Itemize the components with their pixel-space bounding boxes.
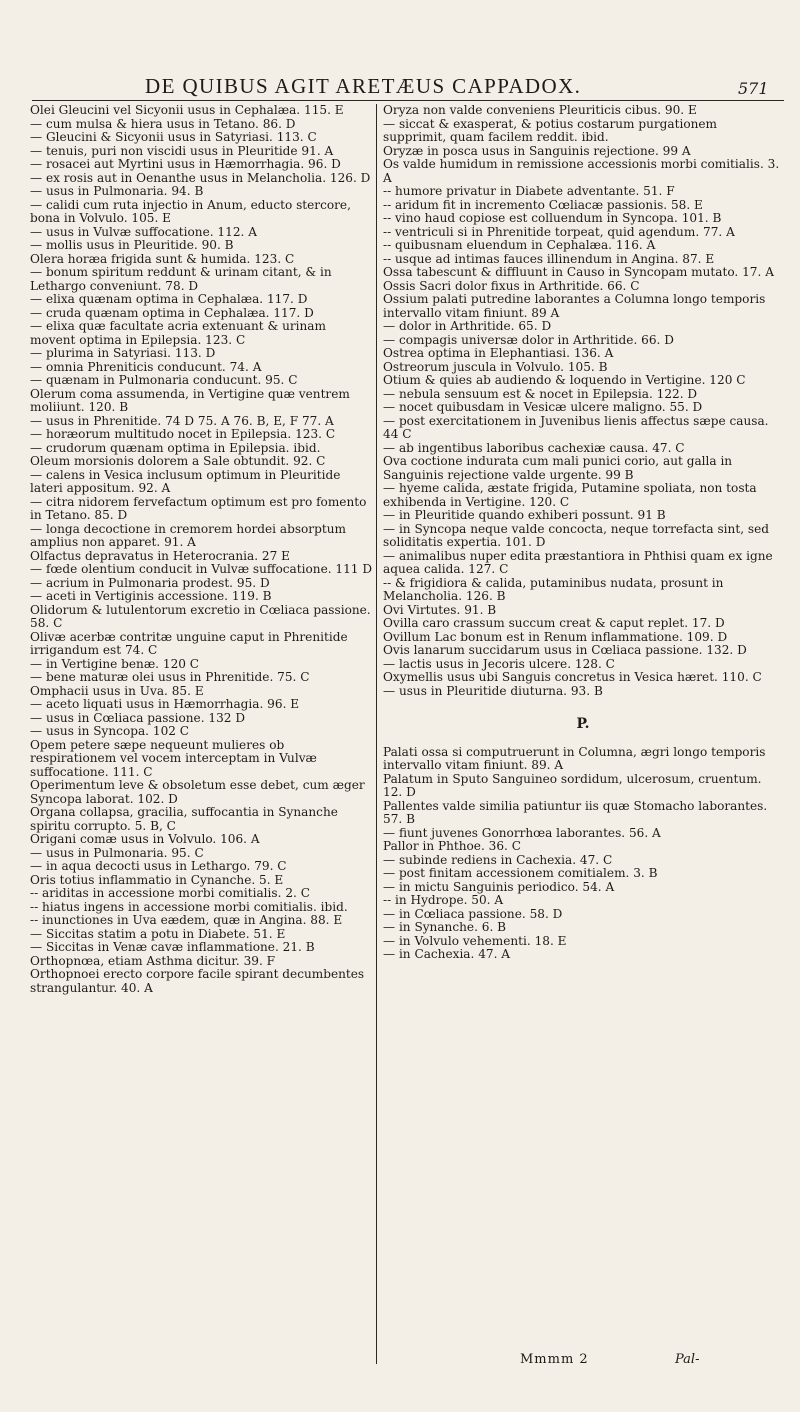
footer xyxy=(520,1352,700,1367)
index-entry: — calens in Vesica inclusum optimum in Pleuritide lateri appositum. 92. A xyxy=(30,467,341,495)
index-entry: Ovis lanarum succidarum usus in Cœliaca passione. 132. D xyxy=(383,643,747,657)
index-entry: Olerum coma assumenda, in Vertigine quæ ventrem moliiunt. 120. B xyxy=(30,386,350,414)
index-entry: Olfactus depravatus in Heterocrania. 27 E xyxy=(30,548,290,563)
running-head xyxy=(0,74,800,100)
page-number: 571 xyxy=(738,79,769,98)
index-entry: Pallentes valde similia patiuntur iis quæ Stomacho laborantes. 57. B xyxy=(383,798,768,826)
index-entry: — in Cachexia. 47. A xyxy=(383,947,511,961)
index-entry: -- usque ad intimas fauces illinendum in Angina. 87. E xyxy=(383,251,715,266)
index-entry: — post exercitationem in Juvenibus lienis affectus sæpe causa. 44 C xyxy=(383,413,769,441)
column-divider xyxy=(376,104,377,1364)
index-entry: — aceto liquati usus in Hæmorrhagia. 96. E xyxy=(30,697,300,711)
index-entry: Ova coctione indurata cum mali punici corio, aut galla in Sanguinis rejectione valde urgente. 99 B xyxy=(383,454,733,482)
index-entry: Oleum morsionis dolorem a Sale obtundit. 92. C xyxy=(30,454,326,468)
index-entry: Ossium palati putredine laborantes a Columna longo temporis intervallo vitam finiunt. 89 A xyxy=(383,292,766,320)
index-entry: — post finitam accessionem comitialem. 3. B xyxy=(383,866,658,880)
index-entry: Orthopnœa, etiam Asthma dicitur. 39. F xyxy=(30,953,276,968)
index-entry: — in Vertigine benæ. 120 C xyxy=(30,656,200,671)
index-entry: -- aridum fit in incremento Cœliacæ passionis. 58. E xyxy=(383,197,703,212)
index-entry: Olivæ acerbæ contritæ unguine caput in Phrenitide irrigandum est 74. C xyxy=(30,629,348,657)
index-entry: — siccat & exasperat, & potius costarum purgationem supprimit, quam facilem reddit. ibid. xyxy=(383,116,718,144)
index-entry: — animalibus nuper edita præstantiora in Phthisi quam ex igne aquea calida. 127. C xyxy=(383,548,773,576)
index-entry: — quænam in Pulmonaria conducunt. 95. C xyxy=(30,373,298,387)
index-entry: Os valde humidum in remissione accessionis morbi comitialis. 3. A xyxy=(383,157,780,185)
index-entry: — horæorum multitudo nocet in Epilepsia. 123. C xyxy=(30,427,336,441)
index-entry: -- ventriculi si in Phrenitide torpeat, quid agendum. 77. A xyxy=(383,224,735,239)
index-entry: Orthopnoei erecto corpore facile spirant decumbentes strangulantur. 40. A xyxy=(30,967,365,995)
index-entry: — rosacei aut Myrtini usus in Hæmorrhagia. 96. D xyxy=(30,157,341,171)
index-entry: — Siccitas in Venæ cavæ inflammatione. 21. B xyxy=(30,940,315,954)
section-letter: P. xyxy=(576,716,590,732)
index-entry: — cum mulsa & hiera usus in Tetano. 86. D xyxy=(30,116,296,131)
index-entry: — longa decoctione in cremorem hordei absorptum amplius non apparet. 91. A xyxy=(30,521,346,549)
page-title: DE QUIBUS AGIT ARETÆUS CAPPADOX. xyxy=(145,74,582,98)
index-entry: — dolor in Arthritide. 65. D xyxy=(383,319,552,333)
index-entry: Palatum in Sputo Sanguineo sordidum, ulcerosum, cruentum. 12. D xyxy=(383,771,762,799)
index-entry: -- in Hydrope. 50. A xyxy=(383,893,504,907)
index-entry: — usus in Vulvæ suffocatione. 112. A xyxy=(30,224,257,239)
index-entry: — in Pleuritide quando exhiberi possunt. 91 B xyxy=(383,508,666,522)
index-entry: — ex rosis aut in Oenanthe usus in Melancholia. 126. D xyxy=(30,170,371,185)
index-entry: Organa collapsa, gracilia, suffocantia in Synanche spiritu corrupto. 5. B, C xyxy=(30,805,338,833)
index-entry: Otium & quies ab audiendo & loquendo in Vertigine. 120 C xyxy=(383,373,746,387)
catchword: Pal- xyxy=(675,1352,700,1367)
index-entry: — in mictu Sanguinis periodico. 54. A xyxy=(383,879,615,894)
index-entry: — crudorum quænam optima in Epilepsia. ibid. xyxy=(30,440,321,455)
left-column xyxy=(30,104,374,995)
index-entry: Ostrea optima in Elephantiasi. 136. A xyxy=(383,346,614,360)
index-entry: -- hiatus ingens in accessione morbi comitialis. ibid. xyxy=(30,899,348,914)
index-entry: — usus in Cœliaca passione. 132 D xyxy=(30,710,246,725)
right-column xyxy=(383,104,783,962)
index-entry: Ovi Virtutes. 91. B xyxy=(383,602,497,617)
signature-mark: Mmmm 2 xyxy=(520,1352,589,1367)
header-rule xyxy=(32,100,784,101)
index-entry: Olidorum & lutulentorum excretio in Cœliaca passione. 58. C xyxy=(30,602,371,630)
index-entry: -- vino haud copiose est colluendum in Syncopa. 101. B xyxy=(383,211,722,225)
index-entry: — usus in Phrenitide. 74 D 75. A 76. B, E, F 77. A xyxy=(30,413,334,428)
index-entry: Oryza non valde conveniens Pleuriticis cibus. 90. E xyxy=(383,103,697,117)
index-entry: — omnia Phreniticis conducunt. 74. A xyxy=(30,359,262,374)
index-entry: — ab ingentibus laboribus cachexiæ causa. 47. C xyxy=(383,440,685,455)
index-entry: — subinde rediens in Cachexia. 47. C xyxy=(383,852,613,867)
index-entry: Oryzæ in posca usus in Sanguinis rejectione. 99 A xyxy=(383,143,691,158)
index-entry: — bonum spiritum reddunt & urinam citant, & in Lethargo conveniunt. 78. D xyxy=(30,265,332,293)
index-entry: Ostreorum juscula in Volvulo. 105. B xyxy=(383,359,608,374)
index-entry: — in Syncopa neque valde concocta, neque torrefacta sint, sed soliditatis expertia. 101. D xyxy=(383,521,769,549)
index-entry: — usus in Pleuritide diuturna. 93. B xyxy=(383,683,603,698)
index-entry: -- ariditas in accessione morbi comitialis. 2. C xyxy=(30,886,310,900)
index-entry: — Gleucini & Sicyonii usus in Satyriasi. 113. C xyxy=(30,130,317,144)
index-entry: Oxymellis usus ubi Sanguis concretus in Vesica hæret. 110. C xyxy=(383,670,762,684)
index-entry: Omphacii usus in Uva. 85. E xyxy=(30,683,204,698)
index-entry: Oris totius inflammatio in Cynanche. 5. E xyxy=(30,872,284,887)
index-entry: — cruda quænam optima in Cephalæa. 117. D xyxy=(30,305,314,320)
index-entry: — lactis usus in Jecoris ulcere. 128. C xyxy=(383,656,615,671)
index-entry: Olei Gleucini vel Sicyonii usus in Cephalæa. 115. E xyxy=(30,103,344,117)
index-entry: -- inunctiones in Uva eædem, quæ in Angina. 88. E xyxy=(30,913,343,927)
index-entry: — fœde olentium conducit in Vulvæ suffocatione. 111 D xyxy=(30,562,373,576)
index-entry: Pallor in Phthoe. 36. C xyxy=(383,839,521,853)
index-entry: — mollis usus in Pleuritide. 90. B xyxy=(30,238,234,252)
index-entry: Operimentum leve & obsoletum esse debet, cum æger Syncopa laborat. 102. D xyxy=(30,778,365,806)
index-entry: — Siccitas statim a potu in Diabete. 51. E xyxy=(30,926,286,941)
index-entry: -- quibusnam eluendum in Cephalæa. 116. A xyxy=(383,238,656,252)
index-entry: Ovilla caro crassum succum creat & caput replet. 17. D xyxy=(383,616,725,630)
index-entry: Olera horæa frigida sunt & humida. 123. C xyxy=(30,251,295,266)
index-entry: — usus in Pulmonaria. 95. C xyxy=(30,845,204,860)
index-entry: — compagis universæ dolor in Arthritide. 66. D xyxy=(383,332,674,347)
index-entry: — usus in Syncopa. 102 C xyxy=(30,724,190,738)
index-entry: — elixa quænam optima in Cephalæa. 117. D xyxy=(30,292,308,306)
index-entry: — hyeme calida, æstate frigida, Putamine spoliata, non tosta exhibenda in Vertigine. 120. C xyxy=(383,481,757,509)
index-entry: -- & frigidiora & calida, putaminibus nudata, prosunt in Melancholia. 126. B xyxy=(383,575,724,603)
index-entry: — plurima in Satyriasi. 113. D xyxy=(30,346,216,360)
index-entry: Ossa tabescunt & diffluunt in Causo in Syncopam mutato. 17. A xyxy=(383,265,774,279)
index-entry: Origani comæ usus in Volvulo. 106. A xyxy=(30,832,260,846)
index-entry: — nebula sensuum est & nocet in Epilepsia. 122. D xyxy=(383,386,698,401)
index-entry: — bene maturæ olei usus in Phrenitide. 75. C xyxy=(30,670,310,684)
index-entry: — in Synanche. 6. B xyxy=(383,920,507,934)
index-entry: — in Cœliaca passione. 58. D xyxy=(383,906,563,921)
index-entry: Palati ossa si computruerunt in Columna, ægri longo temporis intervallo vitam finiunt. 89. A xyxy=(383,744,766,772)
index-entry: — acrium in Pulmonaria prodest. 95. D xyxy=(30,575,270,590)
index-entry: — in aqua decocti usus in Lethargo. 79. C xyxy=(30,859,287,873)
index-entry: — aceti in Vertiginis accessione. 119. B xyxy=(30,589,272,603)
index-entry: Ossis Sacri dolor fixus in Arthritide. 66. C xyxy=(383,278,640,293)
index-entry: Opem petere sæpe nequeunt mulieres ob respirationem vel vocem interceptam in Vulvæ suffocatione. 111. C xyxy=(30,737,317,779)
index-entry: — tenuis, puri non viscidi usus in Pleuritide 91. A xyxy=(30,143,334,158)
index-entry: — in Volvulo vehementi. 18. E xyxy=(383,933,567,948)
index-entry: — nocet quibusdam in Vesicæ ulcere maligno. 55. D xyxy=(383,400,703,414)
index-entry: — citra nidorem fervefactum optimum est pro fomento in Tetano. 85. D xyxy=(30,494,367,522)
index-entry: — elixa quæ facultate acria extenuant & urinam movent optima in Epilepsia. 123. C xyxy=(30,319,326,347)
index-entry: — fiunt juvenes Gonorrhœa laborantes. 56. A xyxy=(383,825,661,840)
index-entry: -- humore privatur in Diabete adventante. 51. F xyxy=(383,184,675,198)
index-entry: Ovillum Lac bonum est in Renum inflammatione. 109. D xyxy=(383,629,728,644)
index-entry: — usus in Pulmonaria. 94. B xyxy=(30,184,204,198)
index-entry: — calidi cum ruta injectio in Anum, educto stercore, bona in Volvulo. 105. E xyxy=(30,197,351,225)
